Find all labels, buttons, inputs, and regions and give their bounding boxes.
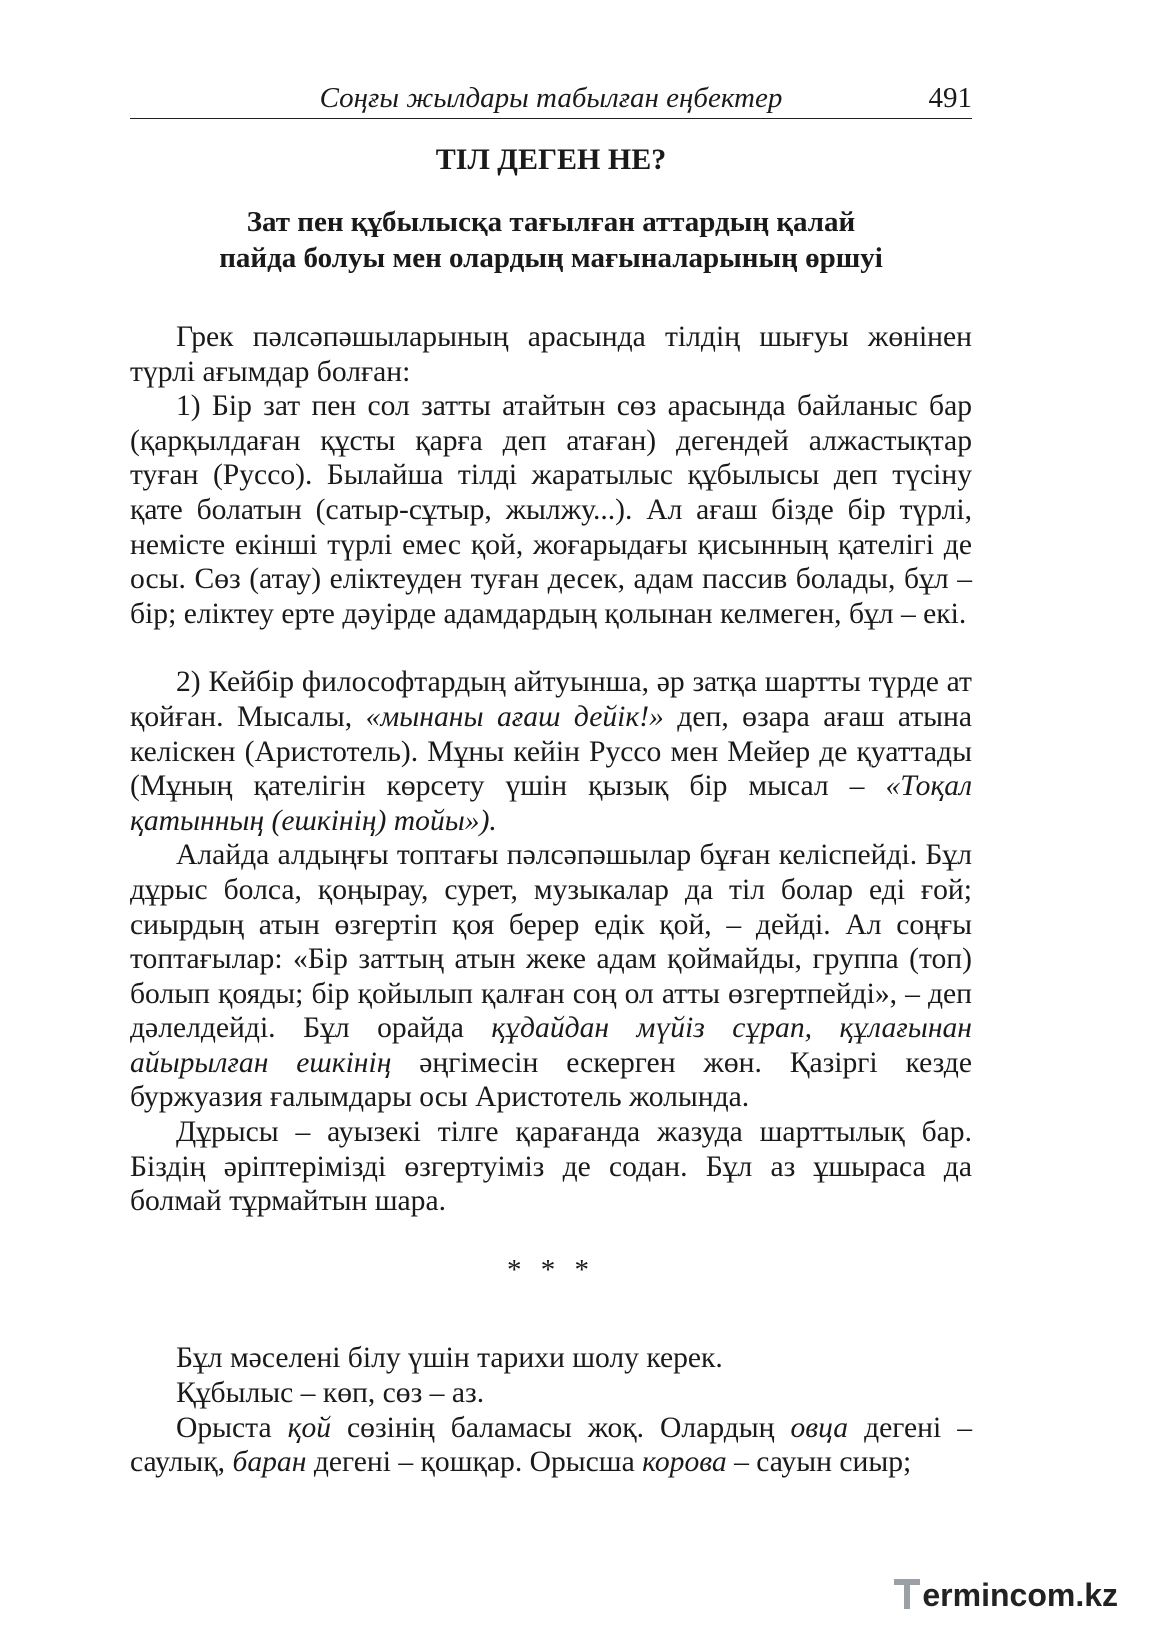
italic-quote: «Тоқал қатынның (ешкінің) тойы»). <box>130 770 972 837</box>
italic-word: овца <box>790 1411 849 1444</box>
paragraph <box>130 838 972 1115</box>
text-run: – сауын сиыр; <box>726 1446 912 1479</box>
paragraph: Бұл мәселені білу үшін тарихи шолу керек. <box>176 1342 723 1375</box>
text-run: дегені – саулық, <box>130 1411 973 1479</box>
paragraph: Құбылыс – көп, сөз – аз. <box>176 1377 485 1410</box>
text-run: дегені – қошқар. Орысша <box>306 1446 643 1479</box>
paragraph <box>130 1411 972 1480</box>
t-logo-icon <box>894 1575 920 1615</box>
subtitle-line-2: пайда болуы мен олардың мағыналарының өршуі <box>219 242 883 274</box>
watermark <box>894 1575 1118 1615</box>
italic-word: баран <box>232 1446 307 1479</box>
running-title: Соңғы жылдары табылған еңбектер <box>319 82 783 114</box>
text-run: сөзінің баламасы жоқ. Олардың <box>331 1411 791 1444</box>
article-subtitle <box>130 204 972 276</box>
paragraph: Дұрысы – ауызекі тілге қарағанда жазуда шарттылық бар. Біздің әріптерімізді өзгертуіміз де содан. Бұл аз ұшыраса да болмай тұрмайтын шара. <box>130 1116 972 1218</box>
text-run: деп, өзара ағаш атына келіскен (Аристотель). Мұны кейін Руссо мен Мейер де қуаттады (Мұның қателігін көрсету үшін қызық бір мысал – <box>130 700 972 803</box>
section-separator: * * * <box>507 1253 595 1286</box>
text-run: әңгімесін ескерген жөн. Қазіргі кезде буржуазия ғалымдары осы Аристотель жолында. <box>130 1046 972 1114</box>
book-page <box>130 80 972 1480</box>
subtitle-line-1: Зат пен құбылысқа тағылған аттардың қалай <box>246 206 856 238</box>
italic-word: корова <box>642 1446 727 1479</box>
text-run: Алайда алдыңғы топтағы пәлсәпәшылар бұған келіспейді. Бұл дұрыс болса, қоңырау, сурет, музыкалар да тіл болар еді ғой; сиырдың атын өзгертіп қоя берер едік қой, – дейді. Ал соңғы топтағылар: «Бір заттың атын жеке адам қоймайды, группа (топ) болып қояды; бір қойылып қалған соң ол атты өзгертпейді», – деп дәлелдейді. Бұл орайда <box>130 839 972 1045</box>
paragraph <box>130 665 972 838</box>
page-number: 491 <box>928 82 972 114</box>
paragraph: Грек пәлсәпәшыларының арасында тілдің шығуы жөнінен түрлі ағымдар болған: <box>130 321 972 388</box>
text-run: Орыста <box>176 1411 288 1444</box>
paragraph: 1) Бір зат пен сол затты атайтын сөз арасында байланыс бар (қарқылдаған құсты қарға деп атаған) дегендей алжастықтар туған (Руссо). Былайша тілді жаратылыс құбылысы деп түсіну қате болатын (сатыр-сұтыр, жылжу...). Ал ағаш бізде бір түрлі, немісте екінші түрлі емес қой, жоғарыдағы қисынның қателігі де осы. Сөз (атау) еліктеуден туған десек, адам пассив болады, бұл – бір; еліктеу ерте дәуірде адамдардың қолынан келмеген, бұл – екі. <box>130 390 972 630</box>
watermark-text: ermincom.kz <box>922 1576 1118 1613</box>
italic-word: қой <box>287 1411 332 1444</box>
running-header <box>130 80 972 119</box>
italic-phrase: құдайдан мүйіз сұрап, құлағынан айырылған ешкінің <box>130 1012 972 1079</box>
article-title: ТІЛ ДЕГЕН НЕ? <box>435 143 667 176</box>
article-body <box>130 320 972 1480</box>
italic-quote: «мынаны ағаш дейік!» <box>365 700 664 733</box>
text-run: 2) Кейбір философтардың айтуынша, әр затқа шартты түрде ат қойған. Мысалы, <box>130 666 972 733</box>
